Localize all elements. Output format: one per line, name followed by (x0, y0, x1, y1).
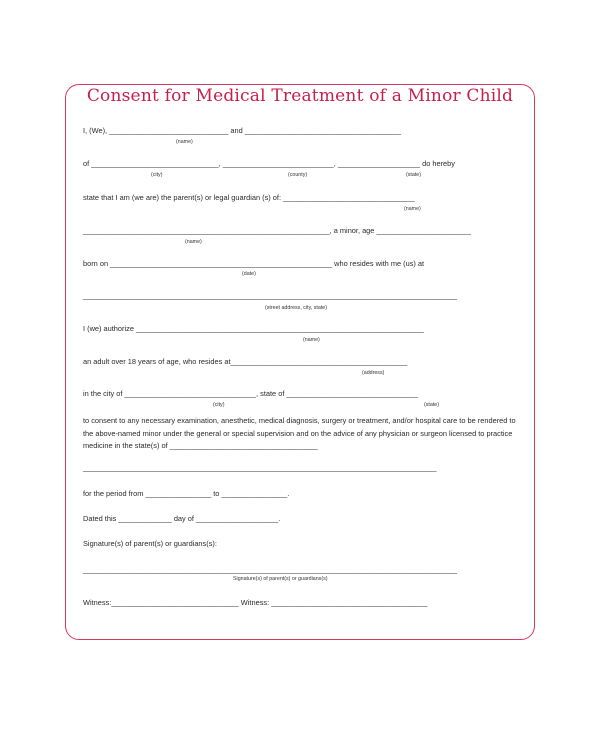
caption-county: (county) (288, 172, 308, 178)
caption-name: (name) (404, 206, 421, 212)
line-witness: Witness:_______________________________ Witness: ______________________________________ (83, 598, 428, 607)
line-blank: ______________________________________________________________________________________ (83, 463, 437, 472)
form-title: Consent for Medical Treatment of a Minor Child (86, 86, 514, 106)
line-authorize: I (we) authorize ______________________________________________________________________ (83, 324, 424, 333)
caption-name: (name) (185, 239, 202, 245)
caption-city: (city) (213, 402, 225, 408)
line-dated: Dated this _____________ day of ____________________. (83, 514, 281, 523)
caption-street-address: (street address, city, state) (265, 305, 328, 311)
line-parents: I, (We), _____________________________ and ______________________________________ (83, 126, 401, 135)
line-location: of _______________________________, ___________________________, ____________________ do hereby (83, 159, 455, 168)
consent-paragraph: to consent to any necessary examination, anesthetic, medical diagnosis, surgery or treatment, and/or hospital care to be rendered to the above-named minor under the general or special supervision and on the advice of any physician or surgeon licensed to practice medicine in the state(s) of ____________________________________ (83, 416, 516, 451)
caption-city: (city) (151, 172, 163, 178)
line-minor: ____________________________________________________________, a minor, age _______________________ (83, 226, 471, 235)
line-signature: ___________________________________________________________________________________________ (83, 565, 458, 574)
caption-state: (state) (424, 402, 440, 408)
line-adult: an adult over 18 years of age, who resides at___________________________________________ (83, 357, 408, 366)
line-street: ___________________________________________________________________________________________ (83, 291, 458, 300)
caption-address: (address) (362, 370, 385, 376)
caption-date: (date) (242, 271, 256, 277)
caption-name: (name) (176, 139, 193, 145)
caption-state: (state) (406, 172, 422, 178)
line-city-state: in the city of ________________________________, state of ________________________________ (83, 389, 418, 398)
line-born: born on ______________________________________________________ who resides with me (us) at (83, 259, 425, 268)
line-period: for the period from ________________ to ________________. (83, 489, 290, 498)
caption-signature: Signature(s) of parent(s) or guardians(s) (233, 576, 328, 582)
line-guardian: state that I am (we are) the parent(s) or legal guardian (s) of: ________________________________ (83, 193, 415, 202)
caption-name: (name) (303, 337, 320, 343)
line-signature-label: Signature(s) of parent(s) or guardians(s): (83, 539, 217, 548)
